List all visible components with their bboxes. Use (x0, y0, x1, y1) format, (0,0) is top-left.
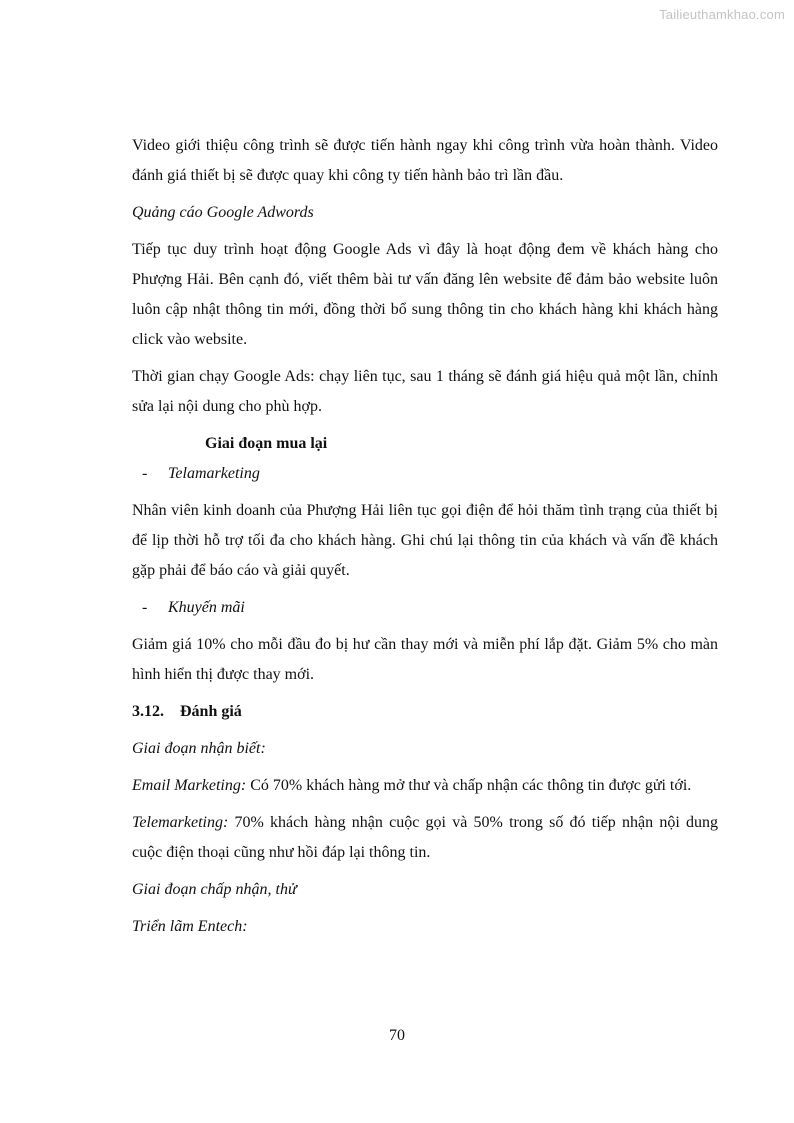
section-heading-danh-gia (132, 697, 718, 727)
email-label: Email Marketing: (132, 777, 247, 794)
tele-text: 70% khách hàng nhận cuộc gọi và 50% trong số đó tiếp nhận nội dung cuộc điện thoại cũng như hồi đáp lại thông tin. (132, 814, 718, 861)
subheading-trien-lam: Triển lãm Entech: (132, 918, 248, 935)
heading-giai-doan-mua-lai: Giai đoạn mua lại (205, 435, 328, 452)
paragraph-telemarketing-result (132, 808, 718, 868)
watermark: Tailieuthamkhao.com (659, 7, 785, 22)
paragraph-khuyen-mai: Giảm giá 10% cho mỗi đầu đo bị hư cần thay mới và miễn phí lắp đặt. Giảm 5% cho màn hình hiển thị được thay mới. (132, 636, 718, 683)
paragraph-email-marketing (132, 771, 718, 801)
bullet-telemarketing (132, 459, 718, 489)
bullet-khuyen-mai (132, 593, 718, 623)
page-number: 70 (389, 1027, 405, 1044)
paragraph-video: Video giới thiệu công trình sẽ được tiến hành ngay khi công trình vừa hoàn thành. Video đánh giá thiết bị sẽ được quay khi công ty tiến hành bảo trì lần đầu. (132, 137, 718, 184)
subheading-google-adwords: Quảng cáo Google Adwords (132, 204, 314, 221)
bullet-dash: - (142, 599, 148, 616)
section-title: Đánh giá (180, 703, 242, 720)
bullet-dash: - (142, 465, 148, 482)
bullet-label: Telamarketing (168, 465, 260, 482)
bullet-label: Khuyến mãi (168, 599, 245, 616)
subheading-nhan-biet: Giai đoạn nhận biết: (132, 740, 266, 757)
tele-label: Telemarketing: (132, 814, 229, 831)
subheading-chap-nhan: Giai đoạn chấp nhận, thử (132, 881, 297, 898)
paragraph-telemarketing: Nhân viên kinh doanh của Phượng Hải liên tục gọi điện để hỏi thăm tình trạng của thiết bị để lịp thời hỗ trợ tối đa cho khách hàng. Ghi chú lại thông tin của khách và vấn đề khách gặp phải để báo cáo và giải quyết. (132, 502, 718, 579)
paragraph-google-ads: Tiếp tục duy trình hoạt động Google Ads vì đây là hoạt động đem về khách hàng cho Phượng Hải. Bên cạnh đó, viết thêm bài tư vấn đăng lên website để đảm bảo website luôn luôn cập nhật thông tin mới, đồng thời bổ sung thông tin cho khách hàng khi khách hàng click vào website. (132, 241, 718, 348)
section-number: 3.12. (132, 703, 164, 720)
page-content (132, 131, 718, 949)
paragraph-google-ads-time: Thời gian chạy Google Ads: chạy liên tục, sau 1 tháng sẽ đánh giá hiệu quả một lần, chỉnh sửa lại nội dung cho phù hợp. (132, 368, 718, 415)
email-text: Có 70% khách hàng mở thư và chấp nhận các thông tin được gửi tới. (246, 777, 692, 794)
